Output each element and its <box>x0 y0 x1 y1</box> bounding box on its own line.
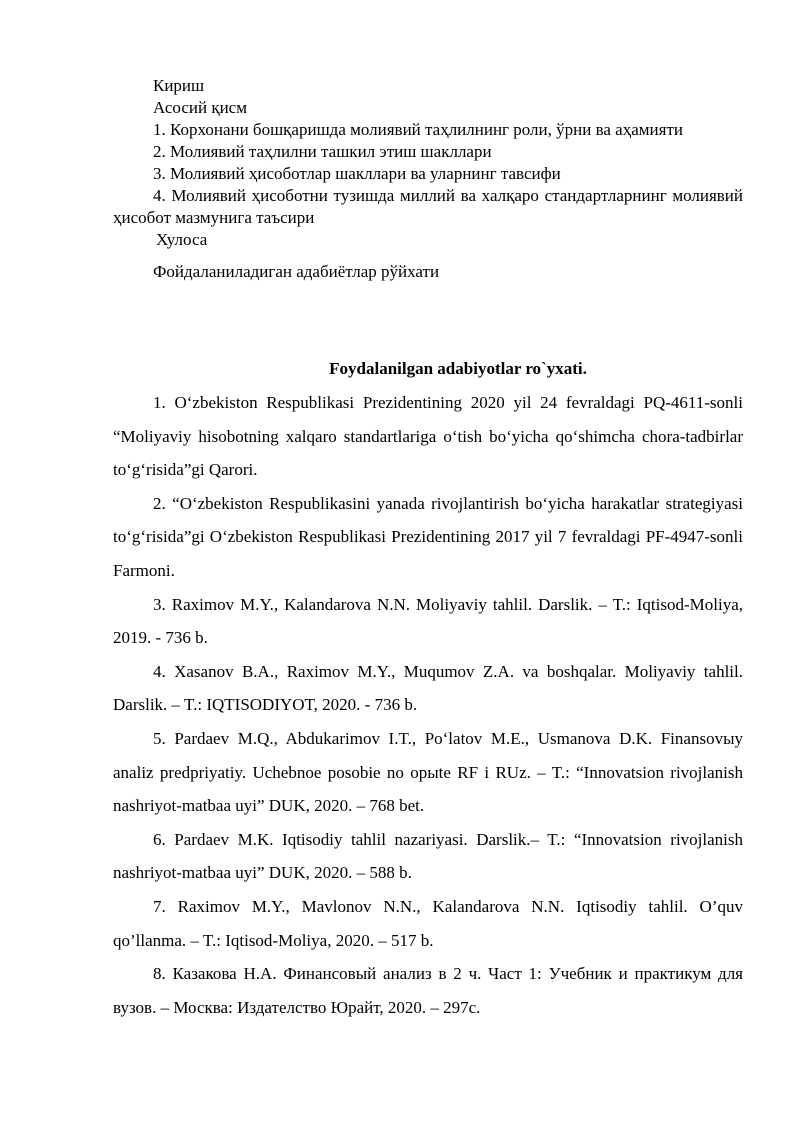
toc-conclusion: Хулоса <box>156 230 208 249</box>
references-title: Foydalanilgan adabiyotlar ro`yxati. <box>329 359 587 378</box>
reference-item: 5. Pardaev M.Q., Abdukarimov I.T., Po‘latov M.E., Usmanova D.K. Finansovыy analiz predpriyatiy. Uchebnoe posobie no орыte RF i RUz. – T.: “Innovatsion rivojlanish nashriyot-matbaa uyi” DUK, 2020. – 768 bet. <box>113 728 743 816</box>
toc-item: 1. Корхонани бошқаришда молиявий таҳлилнинг роли, ўрни ва аҳамияти <box>153 120 683 139</box>
reference-item: 2. “O‘zbekiston Respublikasini yanada rivojlantirish bo‘yicha harakatlar strategiyasi to‘g‘risida”gi O‘zbekiston Respublikasi Prezidentining 2017 yil 7 fevraldagi PF-4947-sonli Farmoni. <box>113 493 743 580</box>
reference-item: 7. Raximov M.Y., Mavlonov N.N., Kalandarova N.N. Iqtisodiy tahlil. O’quv qo’llanma. – T.: Iqtisod-Moliya, 2020. – 517 b. <box>113 896 743 950</box>
reference-item: 4. Xasanov B.A., Raximov M.Y., Muqumov Z.A. va boshqalar. Moliyaviy tahlil. Darslik. – T.: IQTISODIYOT, 2020. - 736 b. <box>113 661 743 715</box>
reference-item: 1. O‘zbekiston Respublikasi Prezidentining 2020 yil 24 fevraldagi PQ-4611-sonli “Moliyaviy hisobotning xalqaro standartlariga o‘tish bo‘yicha qo‘shimcha chora-tadbirlar to‘g‘risida”gi Qarori. <box>113 393 743 480</box>
toc-item: 3. Молиявий ҳисоботлар шакллари ва уларнинг тавсифи <box>153 164 561 183</box>
toc-intro: Кириш <box>153 76 205 95</box>
toc-item: 2. Молиявий таҳлилни ташкил этиш шакллари <box>153 142 492 161</box>
table-of-contents <box>113 75 743 283</box>
toc-main-part: Асосий қисм <box>153 98 247 117</box>
reference-item: 8. Казакова Н.А. Финансовый анализ в 2 ч. Част 1: Учебник и практикум для вузов. – Москва: Издателство Юрайт, 2020. – 297с. <box>113 964 743 1017</box>
toc-bibliography: Фойдаланиладиган адабиётлар рўйхати <box>153 262 440 281</box>
reference-item: 3. Raximov M.Y., Kalandarova N.N. Moliyaviy tahlil. Darslik. – T.: Iqtisod-Moliya, 2019. - 736 b. <box>113 594 743 648</box>
toc-item: 4. Молиявий ҳисоботни тузишда миллий ва халқаро стандартларнинг молиявий ҳисобот мазмунига таъсири <box>113 186 743 227</box>
reference-item: 6. Pardaev M.K. Iqtisodiy tahlil nazariyasi. Darslik.– T.: “Innovatsion rivojlanish nashriyot-matbaa uyi” DUK, 2020. – 588 b. <box>113 829 743 883</box>
references-section <box>113 352 743 1024</box>
